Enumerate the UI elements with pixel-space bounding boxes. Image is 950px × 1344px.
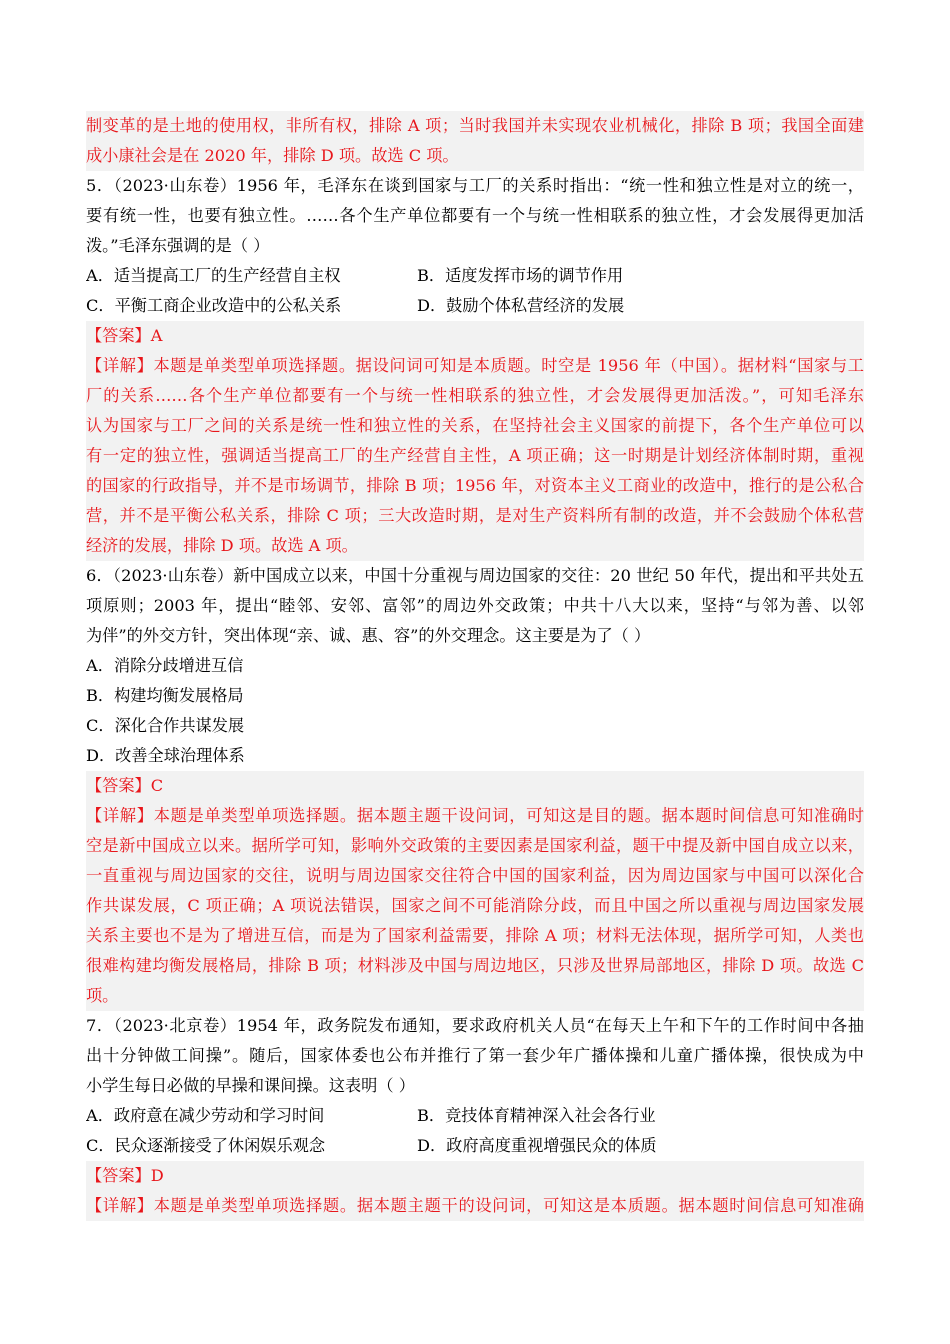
question-7-detail-line: 【详解】本题是单类型单项选择题。据本题主题干的设问词，可知这是本质题。据本题时间信息可知准确 (86, 1196, 864, 1215)
question-5-detail-line: 经济的发展，排除 D 项。故选 A 项。 (86, 536, 358, 555)
question-5-stem-line: 泼。”毛泽东强调的是（ ） (86, 236, 270, 255)
question-6-detail-line: 项。 (86, 986, 119, 1005)
question-7-stem-line: 出十分钟做工间操”。随后，国家体委也公布并推行了第一套少年广播体操和儿童广播体操，很快成为中 (86, 1046, 864, 1065)
question-7-option-b: B．竞技体育精神深入社会各行业 (417, 1106, 656, 1125)
question-7-options-row (86, 1101, 864, 1131)
question-6-answer: 【答案】C (86, 776, 164, 795)
question-7-option-a: A．政府意在减少劳动和学习时间 (86, 1106, 325, 1125)
q4-explanation-tail (86, 111, 864, 171)
question-7 (86, 1011, 864, 1221)
question-5-options-row (86, 261, 864, 291)
question-5-detail-line: 有一定的独立性，强调适当提高工厂的生产经营自主性，A 项正确；这一时期是计划经济体制时期，重视 (86, 446, 864, 465)
question-5-stem-line: 5．（2023·山东卷）1956 年，毛泽东在谈到国家与工厂的关系时指出：“统一性和独立性是对立的统一， (86, 176, 864, 195)
question-6-option-c: C．深化合作共谋发展 (86, 716, 245, 735)
question-6-stem-line: 6．（2023·山东卷）新中国成立以来，中国十分重视与周边国家的交往：20 世纪 50 年代，提出和平共处五 (86, 566, 864, 585)
question-5-detail-line: 认为国家与工厂之间的关系是统一性和独立性的关系，在坚持社会主义国家的前提下，各个生产单位可以 (86, 416, 864, 435)
question-6-answer-block (86, 771, 864, 1011)
question-7-option-c: C．民众逐渐接受了休闲娱乐观念 (86, 1136, 326, 1155)
question-7-stem-line: 小学生每日必做的早操和课间操。这表明（ ） (86, 1076, 415, 1095)
question-5-option-b: B．适度发挥市场的调节作用 (417, 266, 624, 285)
question-7-stem-line: 7．（2023·北京卷）1954 年，政务院发布通知，要求政府机关人员“在每天上午和下午的工作时间中各抽 (86, 1016, 864, 1035)
question-5-options-row (86, 291, 864, 321)
question-5-option-a: A．适当提高工厂的生产经营自主权 (86, 266, 341, 285)
q4-detail-line: 制变革的是土地的使用权，非所有权，排除 A 项；当时我国并未实现农业机械化，排除 B 项；我国全面建 (86, 116, 864, 135)
question-7-answer: 【答案】D (86, 1166, 164, 1185)
question-6-option-b: B．构建均衡发展格局 (86, 686, 244, 705)
document-content (86, 111, 864, 1221)
question-5-detail-line: 【详解】本题是单类型单项选择题。据设问词可知是本质题。时空是 1956 年（中国）。据材料“国家与工 (86, 356, 864, 375)
question-5-option-d: D．鼓励个体私营经济的发展 (417, 296, 625, 315)
question-7-options-row (86, 1131, 864, 1161)
question-6 (86, 561, 864, 1011)
question-5-detail-line: 营，并不是平衡公私关系，排除 C 项；三大改造时期，是对生产资料所有制的改造，并不会鼓励个体私营 (86, 506, 864, 525)
question-5-answer-block (86, 321, 864, 561)
question-5-detail-line: 的国家的行政指导，并不是市场调节，排除 B 项；1956 年，对资本主义工商业的改造中，推行的是公私合 (86, 476, 864, 495)
question-6-detail-line: 一直重视与周边国家的交往，说明与周边国家交往符合中国的国家利益，因为周边国家与中国可以深化合 (86, 866, 864, 885)
q4-detail-line: 成小康社会是在 2020 年，排除 D 项。故选 C 项。 (86, 146, 459, 165)
question-5-option-c: C．平衡工商企业改造中的公私关系 (86, 296, 342, 315)
question-6-option-a: A．消除分歧增进互信 (86, 656, 244, 675)
question-6-detail-line: 很难构建均衡发展格局，排除 B 项；材料涉及中国与周边地区，只涉及世界局部地区，排除 D 项。故选 C (86, 956, 864, 975)
question-7-option-d: D．政府高度重视增强民众的体质 (417, 1136, 657, 1155)
question-6-option-d: D．改善全球治理体系 (86, 746, 245, 765)
question-5-detail-line: 厂的关系……各个生产单位都要有一个与统一性相联系的独立性，才会发展得更加活泼。”，可知毛泽东 (86, 386, 864, 405)
question-7-answer-block (86, 1161, 864, 1221)
question-6-detail-line: 空是新中国成立以来。据所学可知，影响外交政策的主要因素是国家利益，题干中提及新中国自成立以来， (86, 836, 864, 855)
question-6-detail-line: 作共谋发展，C 项正确；A 项说法错误，国家之间不可能消除分歧，而且中国之所以重视与周边国家发展 (86, 896, 864, 915)
question-6-stem-line: 为伴”的外交方针，突出体现“亲、诚、惠、容”的外交理念。这主要是为了（ ） (86, 626, 651, 645)
question-6-stem-line: 项原则；2003 年，提出“睦邻、安邻、富邻”的周边外交政策；中共十八大以来，坚持“与邻为善、以邻 (86, 596, 864, 615)
question-5-stem-line: 要有统一性，也要有独立性。……各个生产单位都要有一个与统一性相联系的独立性，才会发展得更加活 (86, 206, 864, 225)
question-5 (86, 171, 864, 561)
question-6-detail-line: 关系主要也不是为了增进互信，而是为了国家利益需要，排除 A 项；材料无法体现，据所学可知，人类也 (86, 926, 864, 945)
question-6-detail-line: 【详解】本题是单类型单项选择题。据本题主题干设问词，可知这是目的题。据本题时间信息可知准确时 (86, 806, 864, 825)
question-5-answer: 【答案】A (86, 326, 163, 345)
